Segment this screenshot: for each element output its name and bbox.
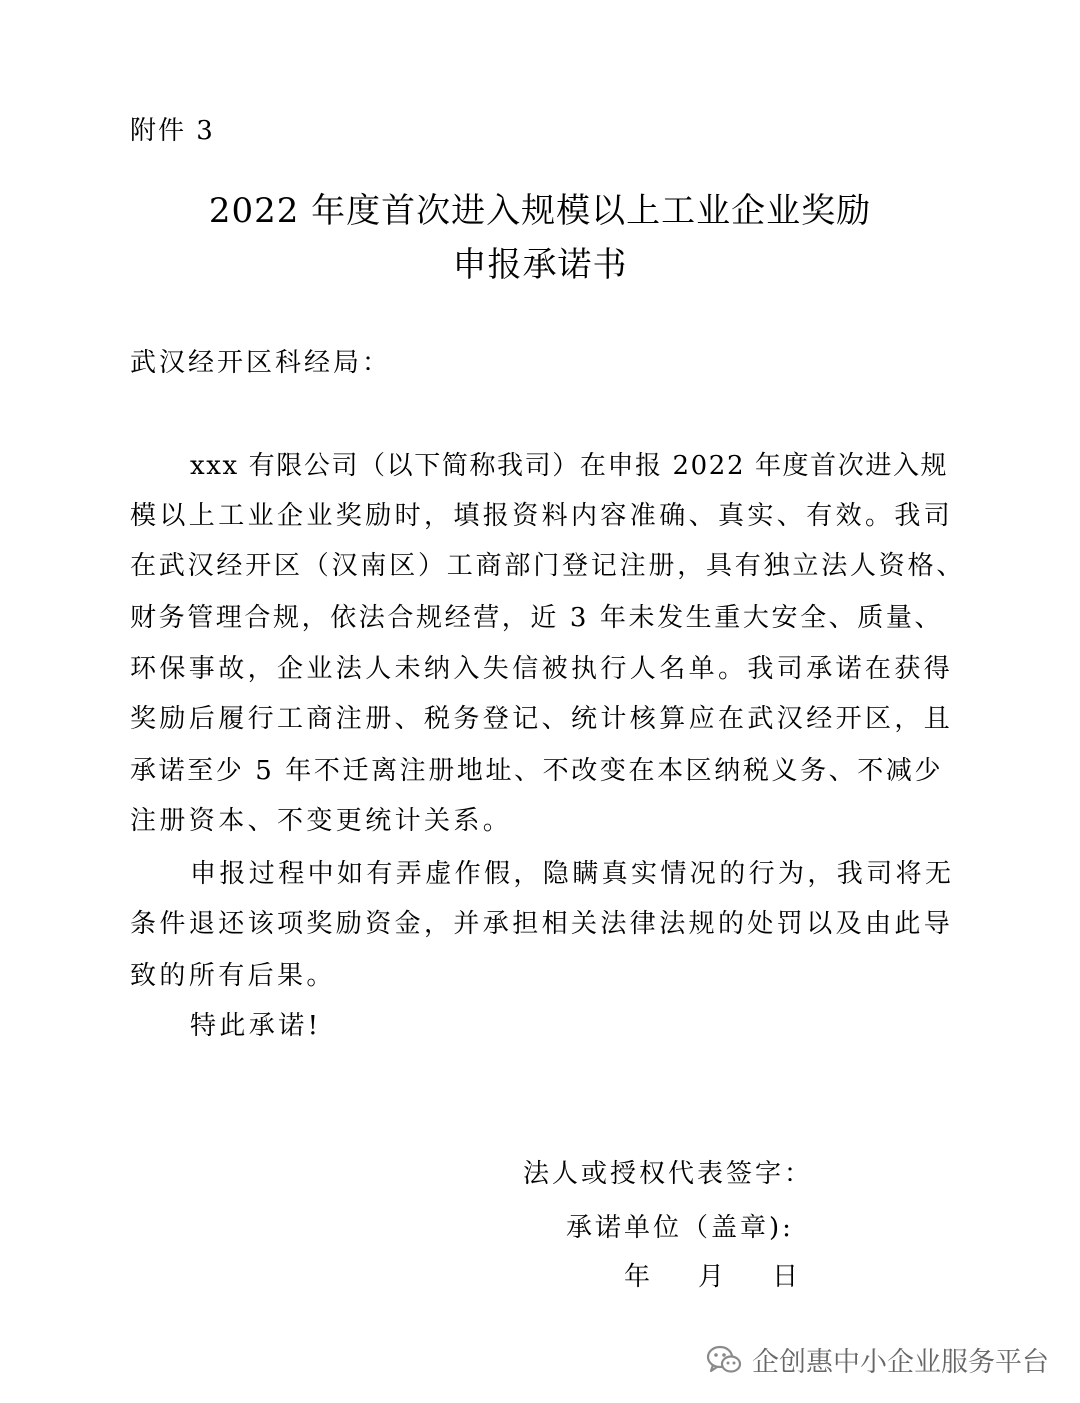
wechat-icon — [706, 1344, 742, 1376]
body-line: 模以上工业企业奖励时，填报资料内容准确、真实、有效。我司 — [130, 501, 954, 531]
closing-line: 特此承诺! — [190, 1011, 322, 1041]
body-line: 注册资本、不变更统计关系。 — [130, 806, 513, 836]
watermark-text: 企创惠中小企业服务平台 — [752, 1347, 1049, 1378]
document-title-line2: 申报承诺书 — [452, 245, 628, 285]
body-line: 环保事故，企业法人未纳入失信被执行人名单。我司承诺在获得 — [130, 654, 954, 684]
unit-seal-label: 承诺单位（盖章): — [566, 1213, 794, 1243]
salutation: 武汉经开区科经局： — [130, 348, 392, 378]
document-title-line1: 2022 年度首次进入规模以上工业企业奖励 — [208, 191, 872, 231]
attachment-label: 附件 3 — [130, 116, 215, 146]
date-label: 年 月 日 — [624, 1262, 802, 1292]
body-line: 条件退还该项奖励资金，并承担相关法律法规的处罚以及由此导 — [130, 909, 954, 939]
body-line: 在武汉经开区（汉南区）工商部门登记注册，具有独立法人资格、 — [130, 551, 966, 581]
representative-signature-label: 法人或授权代表签字： — [523, 1159, 814, 1189]
body-line: 申报过程中如有弄虚作假，隐瞒真实情况的行为，我司将无 — [190, 859, 955, 889]
watermark — [706, 1340, 1049, 1379]
body-line: 致的所有后果。 — [130, 961, 336, 991]
body-line: xxx 有限公司（以下简称我司）在申报 2022 年度首次进入规 — [190, 451, 949, 481]
body-line: 承诺至少 5 年不迁离注册地址、不改变在本区纳税义务、不减少 — [130, 756, 944, 786]
body-line: 财务管理合规，依法合规经营，近 3 年未发生重大安全、质量、 — [130, 603, 944, 633]
body-line: 奖励后履行工商注册、税务登记、统计核算应在武汉经开区，且 — [130, 704, 954, 734]
